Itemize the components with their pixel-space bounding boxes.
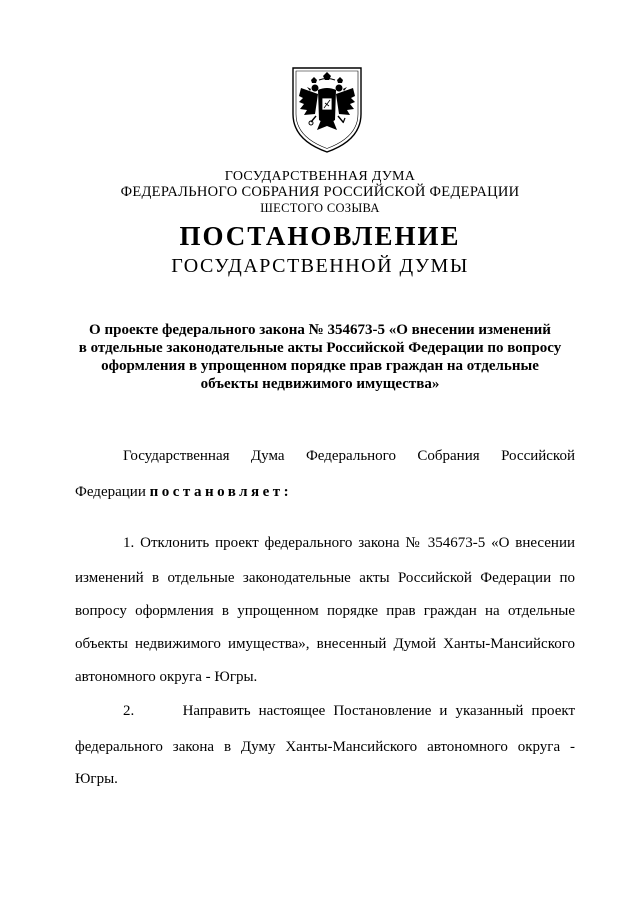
- subject-line: О проекте федерального закона № 354673-5 «О внесении изменений: [89, 322, 551, 338]
- item-1-line-4: объекты недвижимого имущества», внесенный Думой Ханты-Мансийского: [75, 636, 575, 652]
- item-number: 2.: [123, 703, 135, 719]
- org-line-3: ШЕСТОГО СОЗЫВА: [260, 201, 380, 215]
- subject-line: объекты недвижимого имущества»: [200, 376, 440, 392]
- document-type-title: ПОСТАНОВЛЕНИЕ: [179, 221, 461, 251]
- org-line-1: ГОСУДАРСТВЕННАЯ ДУМА: [224, 169, 416, 184]
- document-issuer: ГОСУДАРСТВЕННОЙ ДУМЫ: [171, 255, 469, 277]
- item-number: 1.: [123, 535, 135, 551]
- item-1-line-3: вопросу оформления в упрощенном порядке прав граждан на отдельные: [75, 603, 575, 619]
- item-1-line-1: 1. Отклонить проект федерального закона № 354673-5 «О внесении: [123, 532, 575, 554]
- russian-coat-of-arms-icon: [285, 62, 369, 154]
- org-line-2: ФЕДЕРАЛЬНОГО СОБРАНИЯ РОССИЙСКОЙ ФЕДЕРАЦИИ: [120, 184, 520, 200]
- subject-line: в отдельные законодательные акты Российской Федерации по вопросу: [78, 340, 562, 356]
- intro-line-2: [75, 481, 575, 503]
- item-1-line-5: автономного округа - Югры.: [75, 669, 258, 685]
- item-2-line-2: федерального закона в Думу Ханты-Мансийского автономного округа -: [75, 739, 575, 755]
- subject-line: оформления в упрощенном порядке прав граждан на отдельные: [101, 358, 539, 374]
- item-1-line-2: изменений в отдельные законодательные акты Российской Федерации по: [75, 570, 575, 586]
- document-subject: [60, 321, 580, 393]
- resolves-keyword: постановляет:: [149, 484, 293, 500]
- item-2-line-3: Югры.: [75, 771, 118, 787]
- intro-prefix: Федерации: [75, 484, 146, 500]
- item-2-line-1: 2. Направить настоящее Постановление и указанный проект: [123, 700, 575, 722]
- intro-line-1: Государственная Дума Федерального Собрания Российской: [123, 448, 575, 464]
